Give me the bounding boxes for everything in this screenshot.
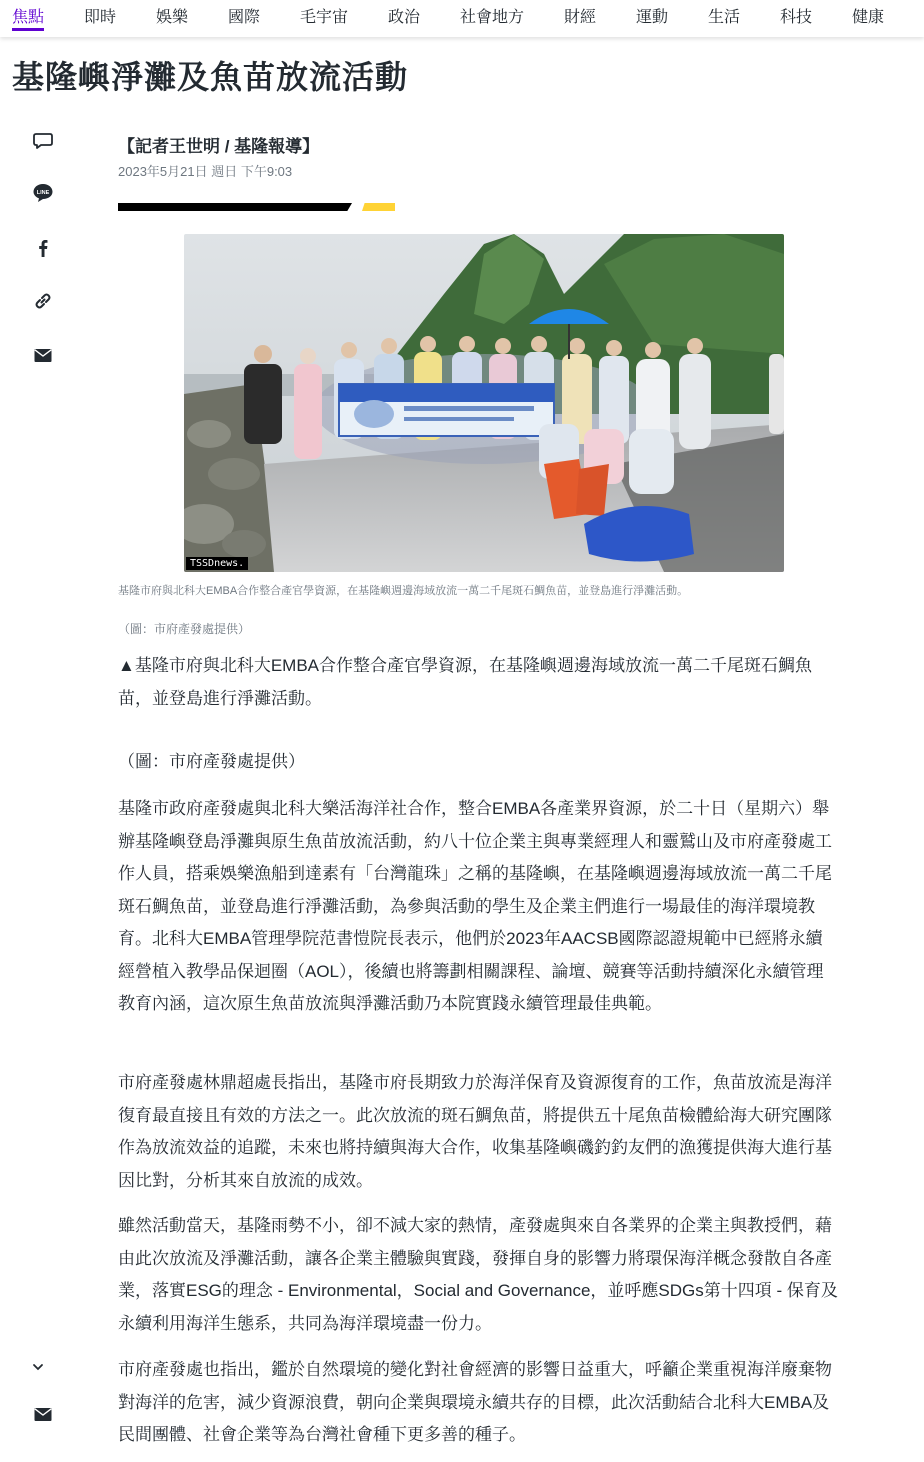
comment-icon [32, 130, 54, 152]
nav-item-society[interactable]: 社會地方 [460, 9, 525, 26]
decorative-bar [118, 203, 352, 211]
photo-caption: 基隆市府與北科大EMBA合作整合產官學資源，在基隆嶼週邊海域放流一萬二千尾斑石鯛魚苗，並登島進行淨灘活動。 [118, 585, 689, 597]
active-tab-indicator [12, 28, 44, 31]
line-icon [32, 182, 54, 204]
article-paragraph: ▲基隆市府與北科大EMBA合作整合產官學資源，在基隆嶼週邊海域放流一萬二千尾斑石鯛魚苗，並登島進行淨灘活動。 [118, 656, 813, 708]
mail-icon [32, 1403, 54, 1425]
nav-item-tech[interactable]: 科技 [780, 9, 813, 26]
nav-item-realtime[interactable]: 即時 [84, 9, 117, 26]
nav-item-entertainment[interactable]: 娛樂 [156, 9, 189, 26]
nav-item-international[interactable]: 國際 [228, 9, 261, 26]
chevron-down-icon [32, 1363, 44, 1371]
article-paragraph: 市府產發處林鼎超處長指出，基隆市府長期致力於海洋保育及資源復育的工作，魚苗放流是海洋復育最直接且有效的方法之一。此次放流的斑石鯛魚苗，將提供五十尾魚苗檢體給海大研究團隊作為放流效益的追蹤，未來也將持續與海大合作，收集基隆嶼磯釣釣友們的漁獲提供海大進行基因比對，分析其來自放流的成效。 [118, 1073, 832, 1190]
svg-text:LINE: LINE [36, 190, 50, 196]
article-paragraph: 市府產發處也指出，鑑於自然環境的變化對社會經濟的影響日益重大，呼籲企業重視海洋廢棄物對海洋的危害，減少資源浪費，朝向企業與環境永續共存的目標，此次活動結合北科大EMBA及民間團體、社會企業等為台灣社會種下更多善的種子。 [118, 1360, 832, 1444]
article-date: 2023年5月21日 週日 下午9:03 [118, 164, 293, 179]
comment-button[interactable] [30, 128, 56, 154]
nav-item-sports[interactable]: 運動 [636, 9, 669, 26]
email-share-button[interactable] [30, 342, 56, 368]
article-photo[interactable] [184, 234, 784, 572]
facebook-icon [32, 237, 54, 259]
top-navigation [0, 0, 924, 37]
photo-credit: （圖：市府產發處提供） [118, 622, 251, 636]
nav-item-focus[interactable]: 焦點 [12, 9, 45, 26]
copy-link-button[interactable] [30, 288, 56, 314]
email-share-button-bottom[interactable] [30, 1401, 56, 1427]
nav-item-politics[interactable]: 政治 [388, 9, 421, 26]
article-paragraph: 基隆市政府產發處與北科大樂活海洋社合作，整合EMBA各產業界資源，於二十日（星期六）舉辦基隆嶼登島淨灘與原生魚苗放流活動，約八十位企業主與專業經理人和靈鷲山及市府產發處工作人員，搭乘娛樂漁船到達素有「台灣龍珠」之稱的基隆嶼，在基隆嶼週邊海域放流一萬二千尾斑石鯛魚苗，並登島進行淨灘活動，為參與活動的學生及企業主們進行一場最佳的海洋環境教育。北科大EMBA管理學院范書愷院長表示，他們於2023年AACSB國際認證規範中已經將永續經營植入教學品保迴圈（AOL），後續也將籌劃相關課程、論壇、競賽等活動持續深化永續管理教育內涵，這次原生魚苗放流與淨灘活動乃本院實踐永續管理最佳典範。 [118, 799, 832, 1013]
nav-item-pets[interactable]: 毛宇宙 [300, 9, 349, 26]
photo-watermark: TSSDnews. [186, 557, 248, 570]
mail-icon [32, 344, 54, 366]
nav-item-finance[interactable]: 財經 [564, 9, 597, 26]
article-byline: 【記者王世明 / 基隆報導】 [118, 137, 320, 156]
nav-item-health[interactable]: 健康 [852, 9, 885, 26]
nav-item-life[interactable]: 生活 [708, 9, 741, 26]
facebook-share-button[interactable] [30, 235, 56, 261]
expand-share-button[interactable] [32, 1358, 44, 1374]
group-photo-illustration [184, 234, 784, 572]
article-title: 基隆嶼淨灘及魚苗放流活動 [12, 59, 409, 95]
decorative-bar-accent [362, 203, 395, 211]
link-icon [32, 290, 54, 312]
line-share-button[interactable] [30, 180, 56, 206]
article-paragraph: （圖：市府產發處提供） [118, 752, 305, 771]
article-paragraph: 雖然活動當天，基隆雨勢不小，卻不減大家的熱情，產發處與來自各業界的企業主與教授們，藉由此次放流及淨灘活動，讓各企業主體驗與實踐，發揮自身的影響力將環保海洋概念發散自各產業，落實ESG的理念 - Environmental，Social and Governance，並呼應SDGs第十四項 - 保育及永續利用海洋生態系，共同為海洋環境盡一份力。 [118, 1216, 838, 1333]
